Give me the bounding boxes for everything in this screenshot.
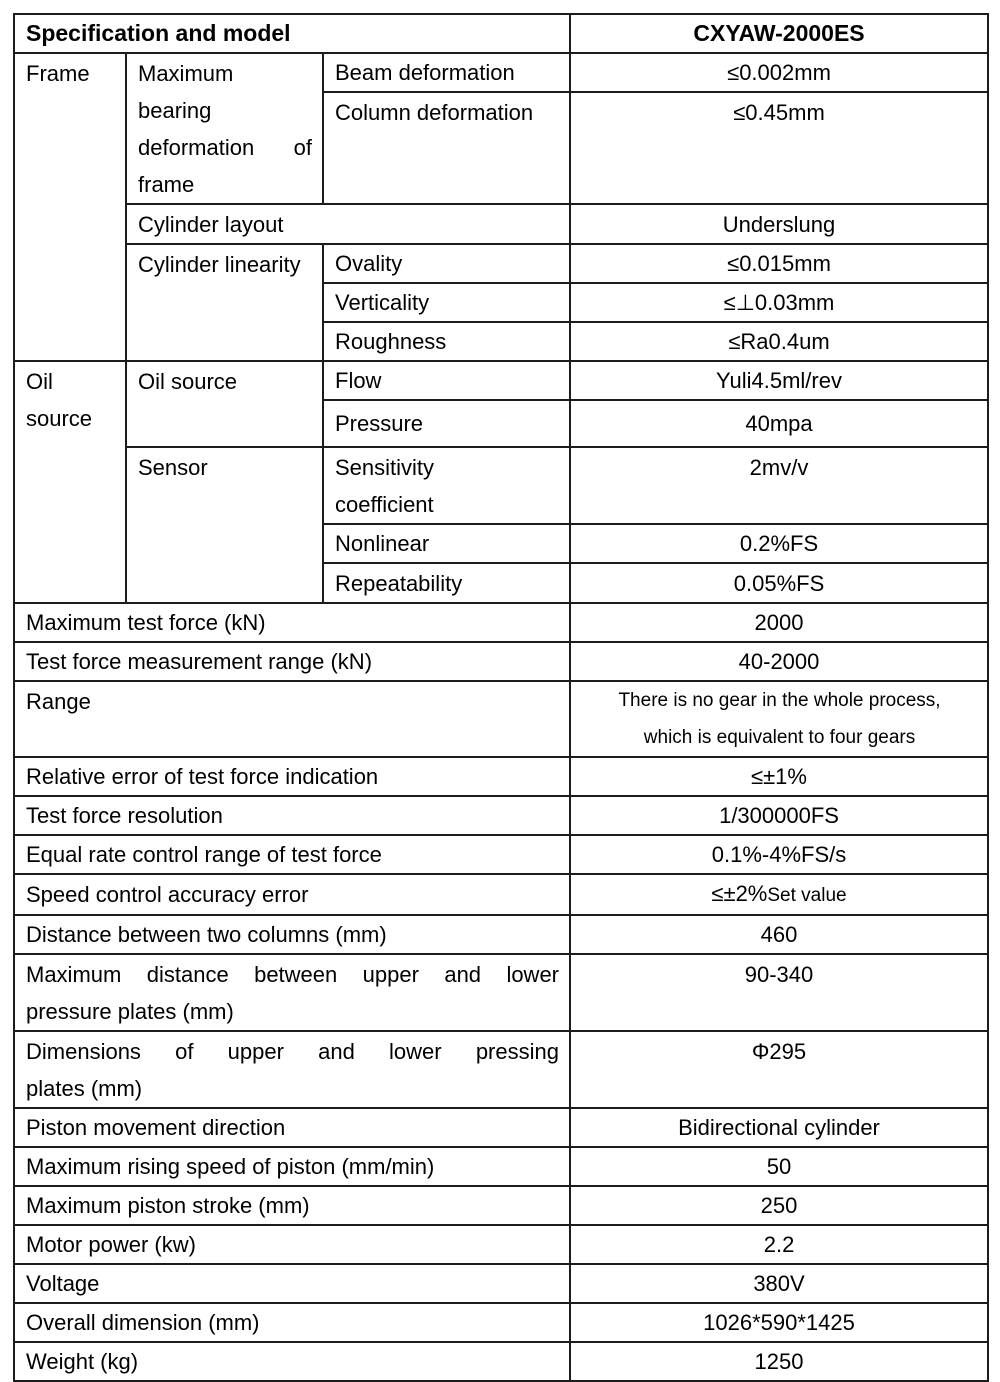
beam-deformation-value: ≤0.002mm bbox=[570, 53, 988, 92]
table-row bbox=[14, 1225, 988, 1264]
table-row bbox=[14, 681, 988, 757]
speed-control-value bbox=[570, 874, 988, 915]
frame-group-label: Frame bbox=[14, 53, 126, 361]
table-row bbox=[14, 954, 988, 1031]
nonlinear-value: 0.2%FS bbox=[570, 524, 988, 563]
oil-group-label: Oil source bbox=[14, 361, 126, 603]
spec-sheet-page bbox=[0, 13, 1000, 1374]
cylinder-linearity-label: Cylinder linearity bbox=[126, 244, 323, 361]
column-deformation-value: ≤0.45mm bbox=[570, 92, 988, 204]
cylinder-layout-label: Cylinder layout bbox=[126, 204, 570, 244]
max-plate-distance-label: Maximum distance between upper and lower pressure plates (mm) bbox=[14, 954, 570, 1031]
table-row bbox=[14, 757, 988, 796]
table-row bbox=[14, 1342, 988, 1381]
table-title: Specification and model bbox=[14, 14, 570, 53]
motor-power-label: Motor power (kw) bbox=[14, 1225, 570, 1264]
oil-source-label: Oil source bbox=[126, 361, 323, 447]
table-row bbox=[14, 1108, 988, 1147]
max-test-force-label: Maximum test force (kN) bbox=[14, 603, 570, 642]
piston-rising-speed-value: 50 bbox=[570, 1147, 988, 1186]
pressure-value: 40mpa bbox=[570, 400, 988, 447]
sensitivity-value: 2mv/v bbox=[570, 447, 988, 524]
overall-dimension-value: 1026*590*1425 bbox=[570, 1303, 988, 1342]
piston-direction-value: Bidirectional cylinder bbox=[570, 1108, 988, 1147]
equal-rate-control-label: Equal rate control range of test force bbox=[14, 835, 570, 874]
piston-stroke-value: 250 bbox=[570, 1186, 988, 1225]
max-test-force-value: 2000 bbox=[570, 603, 988, 642]
repeatability-value: 0.05%FS bbox=[570, 563, 988, 603]
table-row bbox=[14, 53, 988, 92]
range-label: Range bbox=[14, 681, 570, 757]
speed-control-value-main: ≤±2% bbox=[711, 881, 768, 906]
test-force-resolution-label: Test force resolution bbox=[14, 796, 570, 835]
voltage-value: 380V bbox=[570, 1264, 988, 1303]
max-bearing-label: Maximum bearing deformation of frame bbox=[126, 53, 323, 204]
table-row bbox=[14, 796, 988, 835]
table-row bbox=[14, 447, 988, 524]
flow-value: Yuli4.5ml/rev bbox=[570, 361, 988, 400]
column-deformation-label: Column deformation bbox=[323, 92, 570, 204]
spec-table bbox=[13, 13, 989, 1382]
table-row bbox=[14, 874, 988, 915]
verticality-value: ≤⊥0.03mm bbox=[570, 283, 988, 322]
test-force-range-value: 40-2000 bbox=[570, 642, 988, 681]
cylinder-layout-value: Underslung bbox=[570, 204, 988, 244]
verticality-label: Verticality bbox=[323, 283, 570, 322]
table-row bbox=[14, 1147, 988, 1186]
flow-label: Flow bbox=[323, 361, 570, 400]
piston-direction-label: Piston movement direction bbox=[14, 1108, 570, 1147]
table-row bbox=[14, 915, 988, 954]
table-row bbox=[14, 1264, 988, 1303]
roughness-label: Roughness bbox=[323, 322, 570, 361]
max-plate-distance-value: 90-340 bbox=[570, 954, 988, 1031]
piston-stroke-label: Maximum piston stroke (mm) bbox=[14, 1186, 570, 1225]
sensor-label: Sensor bbox=[126, 447, 323, 603]
nonlinear-label: Nonlinear bbox=[323, 524, 570, 563]
column-distance-value: 460 bbox=[570, 915, 988, 954]
speed-control-label: Speed control accuracy error bbox=[14, 874, 570, 915]
overall-dimension-label: Overall dimension (mm) bbox=[14, 1303, 570, 1342]
piston-rising-speed-label: Maximum rising speed of piston (mm/min) bbox=[14, 1147, 570, 1186]
header-row bbox=[14, 14, 988, 53]
table-row bbox=[14, 642, 988, 681]
test-force-resolution-value: 1/300000FS bbox=[570, 796, 988, 835]
range-value: There is no gear in the whole process, which is equivalent to four gears bbox=[570, 681, 988, 757]
speed-control-value-suffix: Set value bbox=[767, 885, 847, 906]
sensitivity-label: Sensitivity coefficient bbox=[323, 447, 570, 524]
table-row bbox=[14, 1031, 988, 1108]
voltage-label: Voltage bbox=[14, 1264, 570, 1303]
table-row bbox=[14, 1303, 988, 1342]
plate-dimensions-value: Φ295 bbox=[570, 1031, 988, 1108]
table-row bbox=[14, 835, 988, 874]
weight-label: Weight (kg) bbox=[14, 1342, 570, 1381]
ovality-label: Ovality bbox=[323, 244, 570, 283]
roughness-value: ≤Ra0.4um bbox=[570, 322, 988, 361]
weight-value: 1250 bbox=[570, 1342, 988, 1381]
table-row bbox=[14, 204, 988, 244]
beam-deformation-label: Beam deformation bbox=[323, 53, 570, 92]
equal-rate-control-value: 0.1%-4%FS/s bbox=[570, 835, 988, 874]
relative-error-label: Relative error of test force indication bbox=[14, 757, 570, 796]
test-force-range-label: Test force measurement range (kN) bbox=[14, 642, 570, 681]
repeatability-label: Repeatability bbox=[323, 563, 570, 603]
plate-dimensions-label: Dimensions of upper and lower pressing plates (mm) bbox=[14, 1031, 570, 1108]
model-name: CXYAW-2000ES bbox=[570, 14, 988, 53]
table-row bbox=[14, 603, 988, 642]
pressure-label: Pressure bbox=[323, 400, 570, 447]
table-row bbox=[14, 1186, 988, 1225]
column-distance-label: Distance between two columns (mm) bbox=[14, 915, 570, 954]
ovality-value: ≤0.015mm bbox=[570, 244, 988, 283]
relative-error-value: ≤±1% bbox=[570, 757, 988, 796]
motor-power-value: 2.2 bbox=[570, 1225, 988, 1264]
table-row bbox=[14, 361, 988, 400]
table-row bbox=[14, 244, 988, 283]
